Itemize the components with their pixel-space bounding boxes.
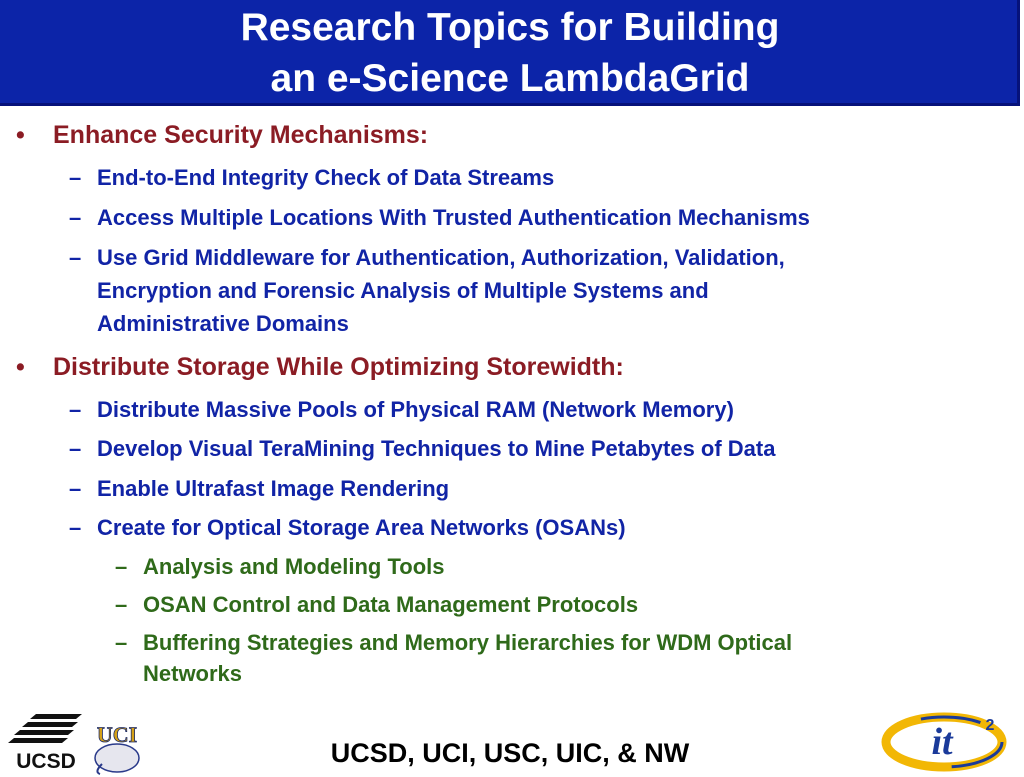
sub-list-item-text: OSAN Control and Data Management Protocols bbox=[143, 592, 639, 617]
dash-marker: – bbox=[115, 554, 128, 579]
list-item-text: Encryption and Forensic Analysis of Multiple Systems and bbox=[97, 278, 709, 303]
uci-logo-monogram: UCI bbox=[96, 722, 138, 747]
bullet-marker: • bbox=[16, 353, 25, 381]
sub-list-item-text: Analysis and Modeling Tools bbox=[143, 554, 445, 579]
bullet-marker: • bbox=[16, 121, 25, 149]
dash-marker: – bbox=[69, 436, 82, 461]
dash-marker: – bbox=[69, 397, 82, 422]
slide-title-line-2: an e-Science LambdaGrid bbox=[270, 57, 750, 100]
section-heading-text: Enhance Security Mechanisms: bbox=[53, 121, 429, 149]
dash-marker: – bbox=[69, 515, 82, 540]
ucsd-logo-stripe bbox=[14, 730, 74, 735]
sub-list-item-text: Networks bbox=[143, 661, 243, 686]
it2-logo-text: it bbox=[931, 721, 953, 763]
list-item-text: Use Grid Middleware for Authentication, Authorization, Validation, bbox=[97, 245, 785, 270]
it2-logo bbox=[880, 706, 1014, 772]
footer-institutions: UCSD, UCI, USC, UIC, & NW bbox=[330, 738, 690, 768]
list-item-text: Create for Optical Storage Area Networks (OSANs) bbox=[97, 515, 626, 540]
list-item-text: Distribute Massive Pools of Physical RAM (Network Memory) bbox=[97, 397, 734, 422]
it2-logo-superscript: 2 bbox=[985, 717, 995, 734]
list-item-text: Enable Ultrafast Image Rendering bbox=[97, 476, 450, 501]
section-heading-text: Distribute Storage While Optimizing Storewidth: bbox=[53, 353, 624, 381]
list-item-text: Administrative Domains bbox=[97, 311, 349, 336]
ucsd-logo bbox=[6, 706, 88, 772]
ucsd-logo-text: UCSD bbox=[16, 750, 76, 772]
dash-marker: – bbox=[69, 165, 82, 190]
list-item-text: End-to-End Integrity Check of Data Streams bbox=[97, 165, 555, 190]
sub-list-item-text: Buffering Strategies and Memory Hierarchies for WDM Optical bbox=[143, 630, 793, 655]
dash-marker: – bbox=[69, 476, 82, 501]
list-item-text: Access Multiple Locations With Trusted Authentication Mechanisms bbox=[97, 205, 810, 230]
ucsd-logo-stripe bbox=[30, 714, 82, 719]
uci-logo bbox=[90, 704, 144, 776]
list-item-text: Develop Visual TeraMining Techniques to Mine Petabytes of Data bbox=[97, 436, 776, 461]
dash-marker: – bbox=[115, 592, 128, 617]
slide-title-line-1: Research Topics for Building bbox=[240, 6, 780, 49]
dash-marker: – bbox=[115, 630, 128, 655]
uci-anteater-body bbox=[95, 744, 139, 772]
dash-marker: – bbox=[69, 245, 82, 270]
title-banner bbox=[0, 0, 1020, 106]
ucsd-logo-stripe bbox=[22, 722, 78, 727]
dash-marker: – bbox=[69, 205, 82, 230]
ucsd-logo-stripe bbox=[8, 738, 68, 743]
